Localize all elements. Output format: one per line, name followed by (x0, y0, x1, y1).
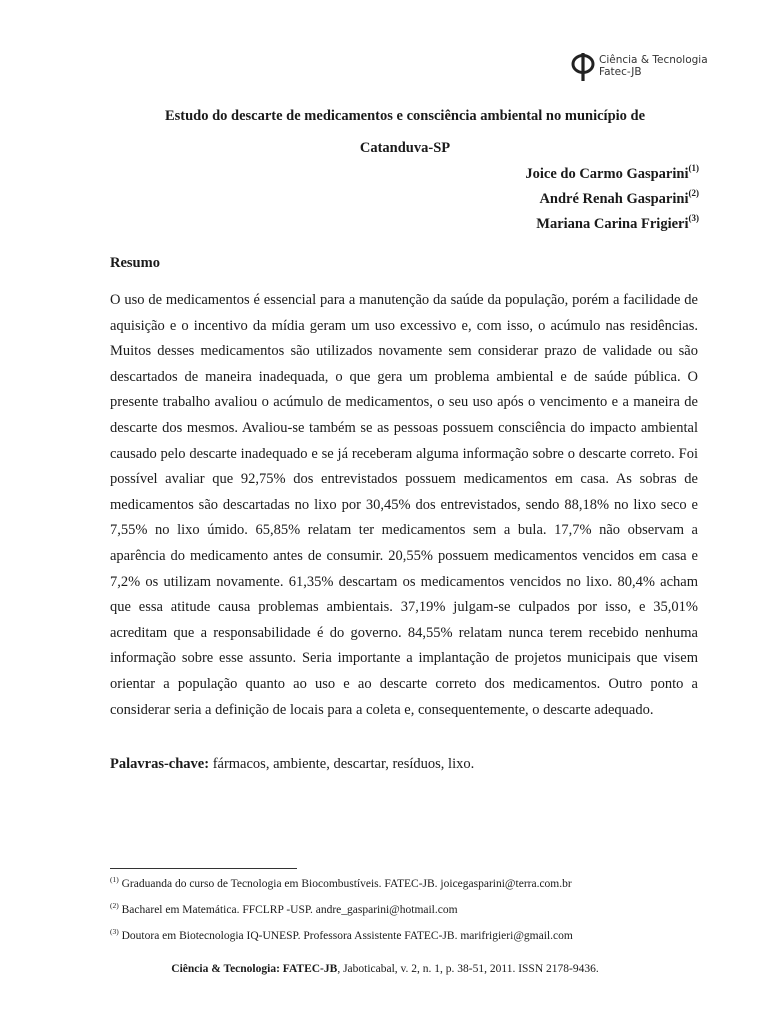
author-name: Mariana Carina Frigieri (536, 216, 689, 232)
footnote (110, 903, 458, 917)
journal-logo (570, 52, 710, 82)
keywords (110, 756, 474, 773)
footnote-ref: (1) (110, 875, 119, 885)
author-name: Joice do Carmo Gasparini (525, 166, 689, 182)
footnote (110, 877, 572, 891)
author (525, 212, 699, 237)
author-ref: (2) (688, 188, 699, 199)
author (525, 187, 699, 212)
footnote-text: Bacharel em Matemática. FFCLRP -USP. andre_gasparini@hotmail.com (121, 904, 458, 916)
author (525, 162, 699, 187)
author-ref: (3) (688, 213, 699, 224)
footer-journal: Ciência & Tecnologia: FATEC-JB (171, 963, 338, 975)
footnote (110, 929, 573, 943)
author-list (525, 162, 699, 237)
keywords-label: Palavras-chave: (110, 756, 210, 772)
author-ref: (1) (688, 163, 699, 174)
author-name: André Renah Gasparini (539, 191, 689, 207)
footnote-ref: (3) (110, 927, 119, 937)
abstract-body: O uso de medicamentos é essencial para a manutenção da saúde da população, porém a facilidade de aquisição e o incentivo da mídia geram um uso excessivo e, com isso, o acúmulo nas residências. Muitos desses medicamentos são utilizados novamente sem considerar prazo de validade ou são descartados de maneira inadequada, o que gera um problema ambiental e de saúde pública. O presente trabalho avaliou o acúmulo de medicamentos, o seu uso após o vencimento e a maneira de descarte dos mesmos. Avaliou-se também se as pessoas possuem consciência do impacto ambiental causado pelo descarte inadequado e se já receberam alguma informação sobre o descarte correto. Foi possível avaliar que 92,75% dos entrevistados possuem medicamentos em casa. As sobras de medicamentos são descartadas no lixo por 30,45% dos entrevistados, sendo 88,18% no lixo seco e 7,55% no lixo úmido. 65,85% relatam ter medicamentos sem a bula. 17,7% não observam a aparência do medicamento antes de consumir. 20,55% possuem medicamentos vencidos em casa e 7,2% os utilizam novamente. 61,35% descartam os medicamentos vencidos no lixo. 80,4% acham que essa atitude causa problemas ambientais. 37,19% julgam-se culpados por isso, e 35,01% acreditam que a responsabilidade é do governo. 84,55% relatam nunca terem recebido nenhuma informação sobre esse assunto. Seria importante a implantação de projetos municipais que visem orientar a população quanto ao uso e ao descarte correto dos medicamentos. Outro ponto a considerar seria a definição de locais para a coleta e, consequentemente, o descarte adequado. (110, 292, 698, 718)
logo-text (599, 54, 708, 78)
abstract-heading: Resumo (110, 255, 160, 271)
logo-line-1: Ciência & Tecnologia (599, 54, 708, 66)
phi-logo-icon (570, 52, 596, 82)
logo-line-2: Fatec-JB (599, 66, 642, 78)
keywords-text: fármacos, ambiente, descartar, resíduos, lixo. (212, 756, 475, 772)
footer-citation: , Jaboticabal, v. 2, n. 1, p. 38-51, 2011. ISSN 2178-9436. (337, 963, 599, 975)
title-line-2: Catanduva-SP (359, 140, 451, 156)
footnote-text: Doutora em Biotecnologia IQ-UNESP. Professora Assistente FATEC-JB. marifrigieri@gmail.com (121, 930, 573, 942)
footnote-divider (110, 868, 297, 869)
title-line-1: Estudo do descarte de medicamentos e consciência ambiental no município de (164, 108, 646, 124)
paper-title (110, 100, 700, 164)
page-footer (0, 963, 770, 975)
footnote-ref: (2) (110, 901, 119, 911)
footnote-text: Graduanda do curso de Tecnologia em Biocombustíveis. FATEC-JB. joicegasparini@terra.com.br (121, 878, 572, 890)
